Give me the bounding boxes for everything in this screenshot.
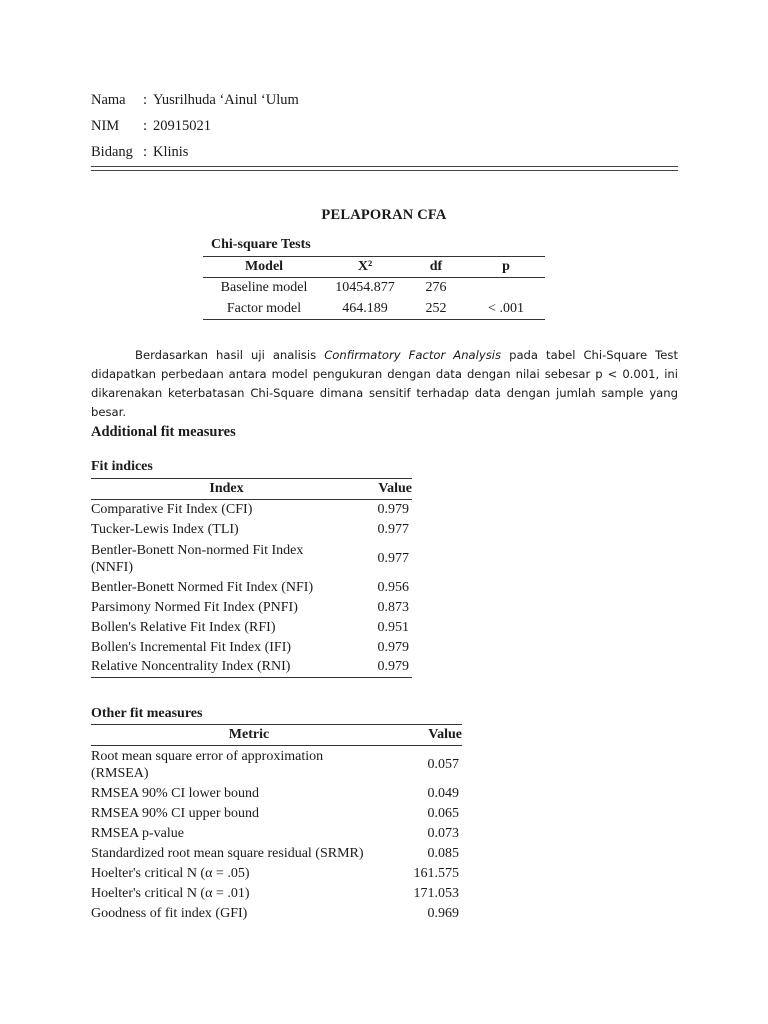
chi-square-table	[203, 256, 545, 320]
cell-metric: Standardized root mean square residual (SRMR)	[91, 845, 364, 861]
cell-value: 0.969	[427, 905, 459, 921]
table-row	[91, 884, 462, 904]
page-title: PELAPORAN CFA	[321, 207, 447, 223]
other-fit-caption: Other fit measures	[91, 706, 203, 721]
table-header-row	[91, 725, 462, 746]
table-row	[91, 578, 412, 598]
cell-value: 0.979	[362, 658, 412, 678]
identity-separator: :	[143, 118, 148, 134]
cell-index: Parsimony Normed Fit Index (PNFI)	[91, 599, 298, 615]
table-header-row	[203, 257, 545, 278]
column-header-model: Model	[203, 257, 325, 278]
cell-index: Tucker-Lewis Index (TLI)	[91, 521, 239, 537]
cell-metric: RMSEA p-value	[91, 825, 184, 841]
table-row	[91, 824, 462, 844]
cell-value: 0.951	[377, 619, 409, 635]
cell-metric: Hoelter's critical N (α = .05)	[91, 865, 250, 881]
table-row	[91, 598, 412, 618]
cell-index: Relative Noncentrality Index (RNI)	[91, 658, 362, 678]
header-divider-top	[91, 166, 678, 167]
column-header-df: df	[405, 257, 467, 278]
table-row	[91, 500, 412, 520]
cell-value: 0.085	[427, 845, 459, 861]
cell-value: 0.977	[377, 521, 409, 537]
identity-block	[91, 92, 299, 170]
cell-index: Bentler-Bonett Normed Fit Index (NFI)	[91, 579, 314, 595]
cell-x2: 10454.877	[335, 280, 395, 296]
cell-index: Bentler-Bonett Non-normed Fit Index (NNFI)	[91, 542, 304, 575]
column-header-metric: Metric	[91, 725, 407, 746]
cell-metric: Root mean square error of approximation (RMSEA)	[91, 748, 324, 781]
cell-value: 0.049	[427, 785, 459, 801]
table-row	[91, 746, 462, 784]
paragraph-text-start: Berdasarkan hasil uji analisis	[135, 348, 325, 362]
additional-fit-heading: Additional fit measures	[91, 424, 236, 440]
cell-metric: Hoelter's critical N (α = .01)	[91, 885, 250, 901]
cell-model: Baseline model	[220, 280, 308, 296]
cell-metric: RMSEA 90% CI upper bound	[91, 805, 259, 821]
column-header-x2: X²	[325, 257, 405, 278]
cell-index: Bollen's Relative Fit Index (RFI)	[91, 619, 276, 635]
identity-row-nama	[91, 92, 299, 118]
other-fit-table	[91, 724, 462, 924]
cell-index: Bollen's Incremental Fit Index (IFI)	[91, 639, 292, 655]
cell-value: 0.065	[427, 805, 459, 821]
column-header-p: p	[467, 257, 545, 278]
table-row	[91, 658, 412, 678]
cell-p	[467, 278, 545, 299]
identity-value: 20915021	[153, 118, 211, 134]
fit-indices-caption: Fit indices	[91, 459, 153, 474]
column-header-index: Index	[91, 479, 362, 500]
table-row	[91, 844, 462, 864]
cell-df: 252	[405, 299, 467, 320]
table-row	[203, 278, 545, 299]
identity-label: NIM	[91, 118, 120, 134]
cell-df: 276	[425, 280, 447, 296]
fit-indices-table	[91, 478, 412, 678]
paragraph-text-end: pada tabel Chi-Square Test didapatkan perbedaan antara model pengukuran dengan data dengan nilai sebesar p < 0.001, ini dikarenakan keterbatasan Chi-Square dimana sensitif terhadap data dengan jumlah sample yang besar.	[91, 348, 678, 419]
cell-model: Factor model	[203, 299, 325, 320]
identity-label: Nama	[91, 92, 126, 108]
identity-value: Yusrilhuda ‘Ainul ‘Ulum	[153, 92, 299, 108]
cell-metric: Goodness of fit index (GFI)	[91, 905, 248, 921]
table-row	[91, 784, 462, 804]
cell-value: 0.873	[377, 599, 409, 615]
identity-value: Klinis	[153, 144, 189, 160]
cell-index: Comparative Fit Index (CFI)	[91, 501, 253, 517]
column-header-value: Value	[362, 479, 412, 500]
table-row	[91, 804, 462, 824]
paragraph-italic-term: Confirmatory Factor Analysis	[324, 348, 502, 362]
header-divider-bottom	[91, 170, 678, 171]
cell-value: 0.977	[377, 550, 409, 566]
cell-value: 161.575	[413, 865, 459, 881]
column-header-value: Value	[407, 725, 462, 746]
identity-separator: :	[143, 92, 148, 108]
cell-value: 0.057	[427, 756, 459, 772]
table-row	[91, 638, 412, 658]
identity-separator: :	[143, 144, 148, 160]
chi-square-caption: Chi-square Tests	[211, 237, 311, 252]
table-row	[91, 520, 412, 540]
identity-row-nim	[91, 118, 299, 144]
analysis-paragraph	[91, 346, 678, 422]
cell-x2: 464.189	[325, 299, 405, 320]
table-row	[91, 864, 462, 884]
table-row	[91, 618, 412, 638]
table-row	[91, 540, 412, 578]
table-row	[203, 299, 545, 320]
cell-value: 0.073	[427, 825, 459, 841]
cell-p: < .001	[467, 299, 545, 320]
cell-value: 0.979	[377, 501, 409, 517]
cell-value: 0.956	[377, 579, 409, 595]
cell-metric: RMSEA 90% CI lower bound	[91, 785, 259, 801]
cell-value: 0.979	[377, 639, 409, 655]
table-header-row	[91, 479, 412, 500]
cell-value: 171.053	[413, 885, 459, 901]
table-row	[91, 904, 462, 924]
identity-label: Bidang	[91, 144, 133, 160]
